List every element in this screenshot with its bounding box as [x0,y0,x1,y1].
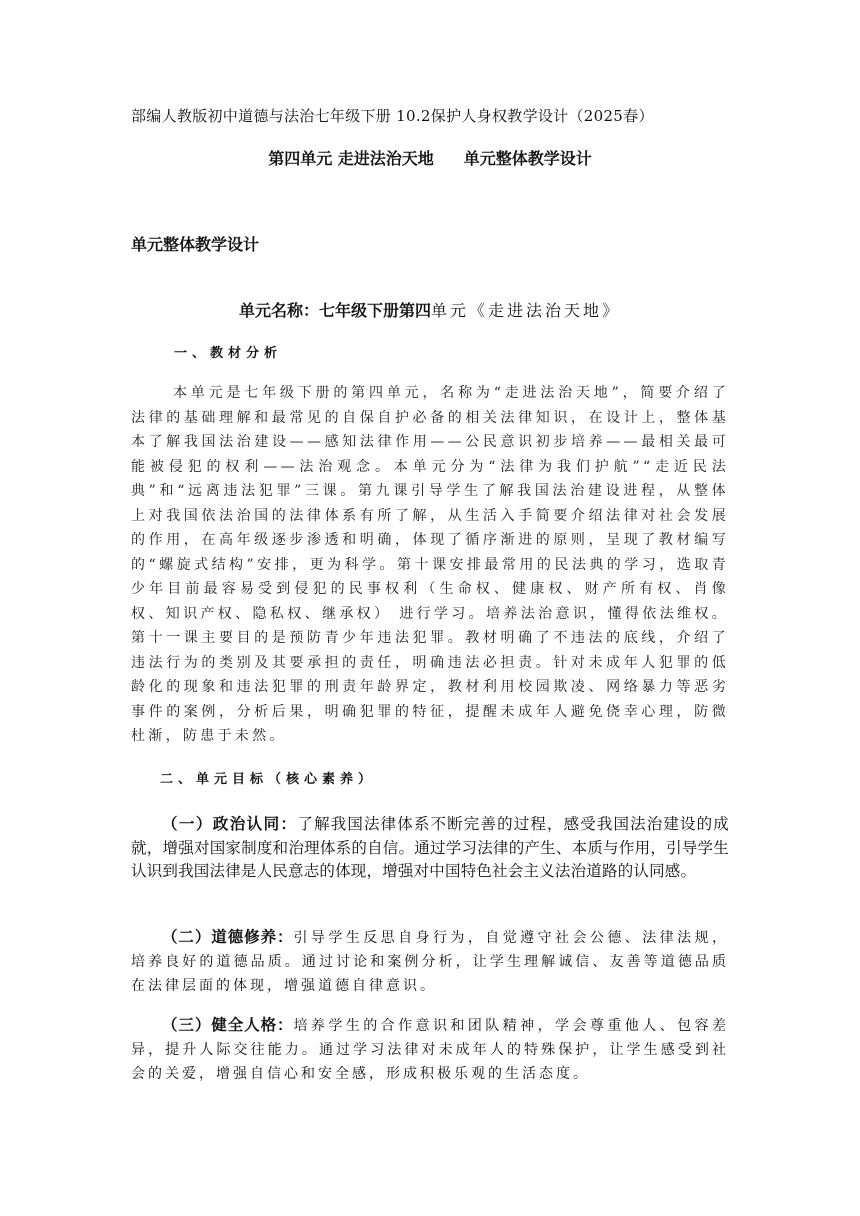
unit-heading [0,147,860,171]
goal-lead: （三）健全人格： [162,1015,294,1034]
unit-name-prefix: 单元名称：七年级下册第四 [238,301,431,320]
goal-text: 了解我国法律体系不断完善的过程，感受我国法治建设的成就，增强对国家制度和治理体系的自信。通过学习法律的产生、本质与作用，引导学生认识到我国法律是人民意志的体现，增强对中国特色社会主义法治道路的认同感。 [131,815,729,880]
analysis-paragraph: 本单元是七年级下册的第四单元，名称为“走进法治天地”，简要介绍了法律的基础理解和最常见的自保自护必备的相关法律知识，在设计上，整体基本了解我国法治建设——感知法律作用——公民意识初步培养——最相关最可能被侵犯的权利——法治观念。本单元分为“法律为我们护航”“走近民法典”和“远离违法犯罪”三课。第九课引导学生了解我国法治建设进程，从整体上对我国依法治国的法律体系有所了解，从生活入手简要介绍法律对社会发展的作用，在高年级逐步渗透和明确，体现了循序渐进的原则，呈现了教材编写的“螺旋式结构”安排，更为科学。第十课安排最常用的民法典的学习，选取青少年目前最容易受到侵犯的民事权利（生命权、健康权、财产所有权、肖像权、知识产权、隐私权、继承权） 进行学习。培养法治意识，懂得依法维权。第十一课主要目的是预防青少年违法犯罪。教材明确了不违法的底线，介绍了违法行为的类别及其要承担的责任，明确违法必担责。针对未成年人犯罪的低龄化的现象和违法犯罪的刑责年龄界定，教材利用校园欺凌、网络暴力等恶劣事件的案例，分析后果，明确犯罪的特征，提醒未成年人避免侥幸心理，防微杜渐，防患于未然。 [131,385,729,744]
unit-name [0,299,860,323]
goal-moral-cultivation [131,925,729,998]
goal-lead: （一）政治认同： [162,814,298,833]
goal-political-identity [131,812,729,884]
analysis-heading: 一、教材分析 [174,346,283,361]
unit-heading-title: 第四单元 走进法治天地 [268,149,434,168]
goal-text: 引导学生反思自身行为，自觉遵守社会公德、法律法规，培养良好的道德品质。通过讨论和案例分析，让学生理解诚信、友善等道德品质在法律层面的体现，增强道德自律意识。 [131,930,729,994]
document-title: 部编人教版初中道德与法治七年级下册 10.2保护人身权教学设计（2025春） [131,107,654,125]
goal-lead: （二）道德修养： [162,927,294,946]
section-label: 单元整体教学设计 [131,235,260,254]
unit-name-suffix: 单元《走进法治天地》 [431,301,622,320]
goal-sound-personality [131,1013,729,1086]
goals-heading: 二、单元目标（核心素养） [160,772,377,787]
unit-heading-subtitle: 单元整体教学设计 [463,149,592,168]
goal-text: 培养学生的合作意识和团队精神，学会尊重他人、包容差异，提升人际交往能力。通过学习法律对未成年人的特殊保护，让学生感受到社会的关爱，增强自信心和安全感，形成积极乐观的生活态度。 [131,1018,729,1082]
